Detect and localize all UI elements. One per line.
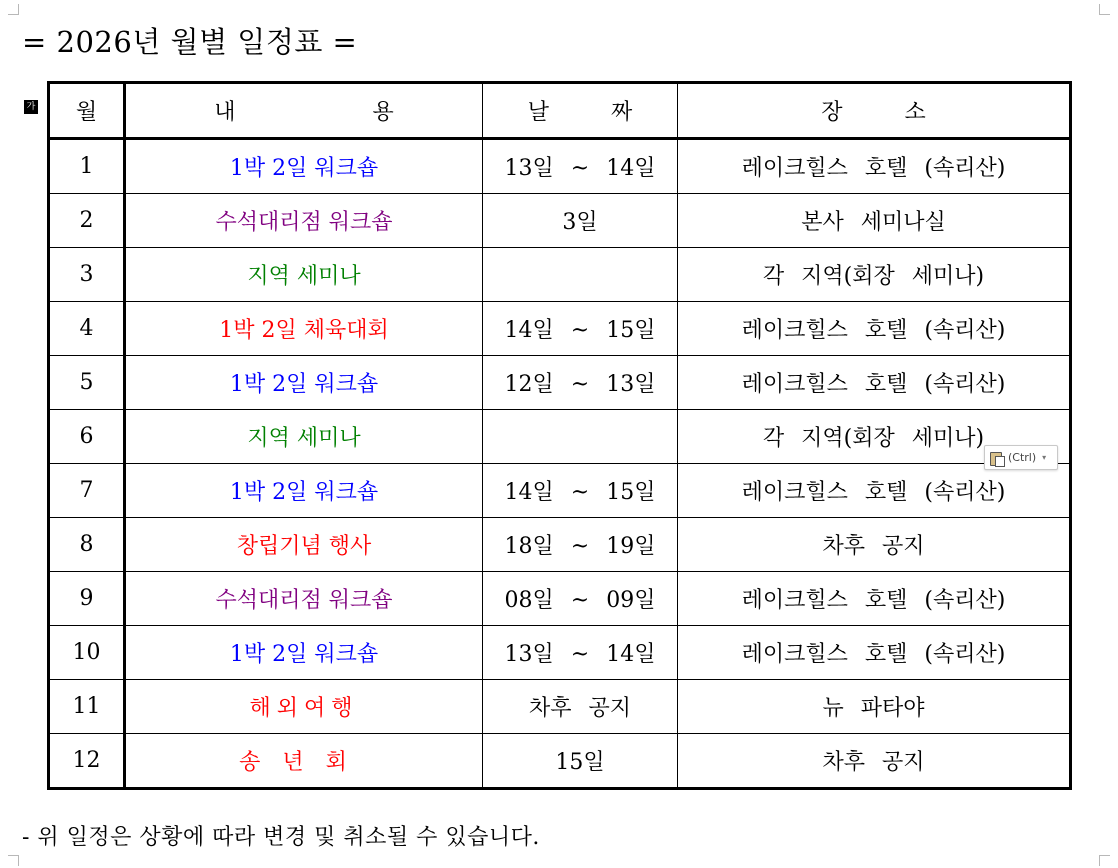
cell-date: 13일 ~ 14일 [483,626,678,680]
cell-content: 지역 세미나 [125,410,483,464]
cell-date: 18일 ~ 19일 [483,518,678,572]
cell-month: 9 [49,572,125,626]
cell-date: 3일 [483,194,678,248]
cell-content: 1박 2일 워크숍 [125,464,483,518]
cell-date: 차후 공지 [483,680,678,734]
cell-date: 12일 ~ 13일 [483,356,678,410]
cell-place: 차후 공지 [678,518,1071,572]
page-corner-mark [8,4,19,15]
cell-date: 15일 [483,734,678,789]
cell-content: 수석대리점 워크숍 [125,194,483,248]
table-row [49,302,1071,356]
cell-month: 10 [49,626,125,680]
cell-place: 각 지역(회장 세미나) [678,248,1071,302]
cell-date [483,410,678,464]
paste-shortcut-label: (Ctrl) [1008,451,1037,464]
header-content: 내 용 [125,83,483,139]
cell-place: 각 지역(회장 세미나) [678,410,1071,464]
cell-date [483,248,678,302]
cell-date: 14일 ~ 15일 [483,302,678,356]
page-corner-mark [1099,855,1110,866]
cell-place: 차후 공지 [678,734,1071,789]
page-corner-mark [1099,4,1110,15]
table-row [49,626,1071,680]
cell-content: 1박 2일 체육대회 [125,302,483,356]
cell-place: 레이크힐스 호텔 (속리산) [678,139,1071,194]
clipboard-icon [990,450,1004,465]
cell-place: 레이크힐스 호텔 (속리산) [678,302,1071,356]
cell-date: 14일 ~ 15일 [483,464,678,518]
cell-month: 2 [49,194,125,248]
chevron-down-icon: ▾ [1042,453,1047,462]
cell-date: 08일 ~ 09일 [483,572,678,626]
table-row [49,356,1071,410]
cell-month: 7 [49,464,125,518]
cell-content: 해외여행 [125,680,483,734]
cell-content: 1박 2일 워크숍 [125,356,483,410]
header-place: 장 소 [678,83,1071,139]
cell-content: 송년회 [125,734,483,789]
header-month: 월 [49,83,125,139]
table-row [49,139,1071,194]
cell-month: 3 [49,248,125,302]
table-row [49,410,1071,464]
cell-date: 13일 ~ 14일 [483,139,678,194]
cell-content: 1박 2일 워크숍 [125,139,483,194]
cell-place: 본사 세미나실 [678,194,1071,248]
table-header-row [49,83,1071,139]
header-date: 날 짜 [483,83,678,139]
table-row [49,572,1071,626]
cell-place: 레이크힐스 호텔 (속리산) [678,464,1071,518]
table-row [49,464,1071,518]
cell-month: 5 [49,356,125,410]
footnote: - 위 일정은 상황에 따라 변경 및 취소될 수 있습니다. [22,825,540,850]
table-row [49,680,1071,734]
cell-month: 6 [49,410,125,464]
cell-content: 창립기념 행사 [125,518,483,572]
cell-content: 지역 세미나 [125,248,483,302]
cell-month: 1 [49,139,125,194]
cell-month: 12 [49,734,125,789]
cell-place: 레이크힐스 호텔 (속리산) [678,356,1071,410]
document-title: = 2026년 월별 일정표 = [22,25,358,59]
table-row [49,248,1071,302]
cell-place: 레이크힐스 호텔 (속리산) [678,572,1071,626]
cell-month: 4 [49,302,125,356]
table-anchor-marker[interactable]: 가 [24,100,38,114]
schedule-table [47,81,1072,790]
cell-content: 수석대리점 워크숍 [125,572,483,626]
cell-place: 뉴 파타야 [678,680,1071,734]
paste-options-button[interactable] [984,445,1058,470]
table-row [49,194,1071,248]
cell-place: 레이크힐스 호텔 (속리산) [678,626,1071,680]
cell-month: 11 [49,680,125,734]
page-corner-mark [8,855,19,866]
cell-content: 1박 2일 워크숍 [125,626,483,680]
cell-month: 8 [49,518,125,572]
table-row [49,734,1071,789]
table-row [49,518,1071,572]
